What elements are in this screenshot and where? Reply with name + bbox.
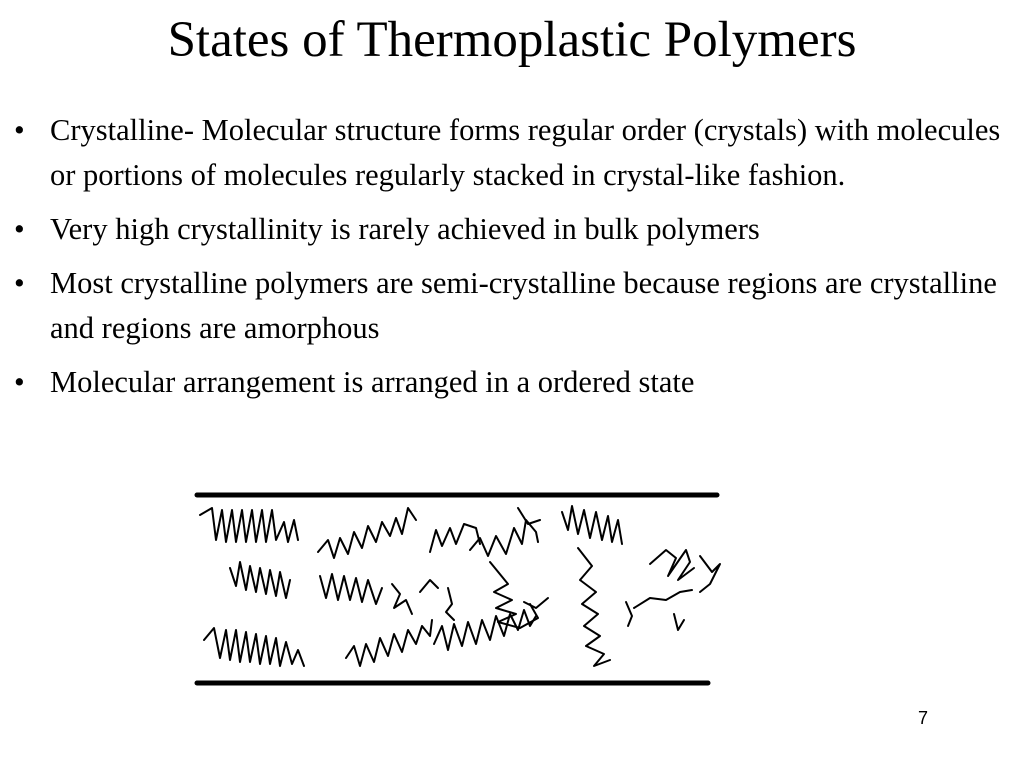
folded-chain-13 [230,562,290,598]
folded-chain-4 [470,520,538,556]
bullet-item-high-crystallinity [14,207,1014,252]
bullet-text: Molecular arrangement is arranged in a ordered state [50,365,695,399]
folded-chain-22 [524,598,548,608]
folded-chain-12 [626,602,632,626]
folded-chain-18 [420,580,438,592]
polymer-chain-figure [180,480,740,700]
bullet-text: Crystalline- Molecular structure forms regular order (crystals) with molecules or portions of molecules regularly stacked in crystal-like fashion. [50,113,1001,192]
bullet-text: Very high crystallinity is rarely achieved in bulk polymers [50,212,760,246]
folded-chain-1 [200,508,298,542]
folded-chain-5 [518,508,540,524]
bullet-marker: • [14,266,25,300]
polymer-chains-illustration [180,480,740,700]
bullet-item-crystalline [14,108,1014,198]
folded-chain-8 [650,550,694,580]
folded-chain-14 [320,574,382,604]
bullet-item-semi-crystalline [14,261,1014,351]
folded-chain-6 [562,506,622,544]
bullet-marker: • [14,212,25,246]
folded-chain-19 [204,628,304,666]
bullet-text: Most crystalline polymers are semi-crystalline because regions are crystalline and regions are amorphous [50,266,997,345]
bullet-item-molecular-arrangement [14,360,1014,405]
folded-chain-16 [446,588,454,620]
folded-chain-2 [318,508,416,558]
slide-title: States of Thermoplastic Polymers [167,12,857,68]
bullet-marker: • [14,365,25,399]
folded-chain-15 [392,584,412,614]
folded-chain-20 [346,620,432,666]
bullet-marker: • [14,113,25,147]
bullet-list [14,108,1014,414]
folded-chain-7 [578,548,610,666]
folded-chain-10 [634,590,692,608]
folded-chain-11 [674,614,684,630]
folded-chain-9 [700,556,720,592]
page-number: 7 [918,708,929,728]
